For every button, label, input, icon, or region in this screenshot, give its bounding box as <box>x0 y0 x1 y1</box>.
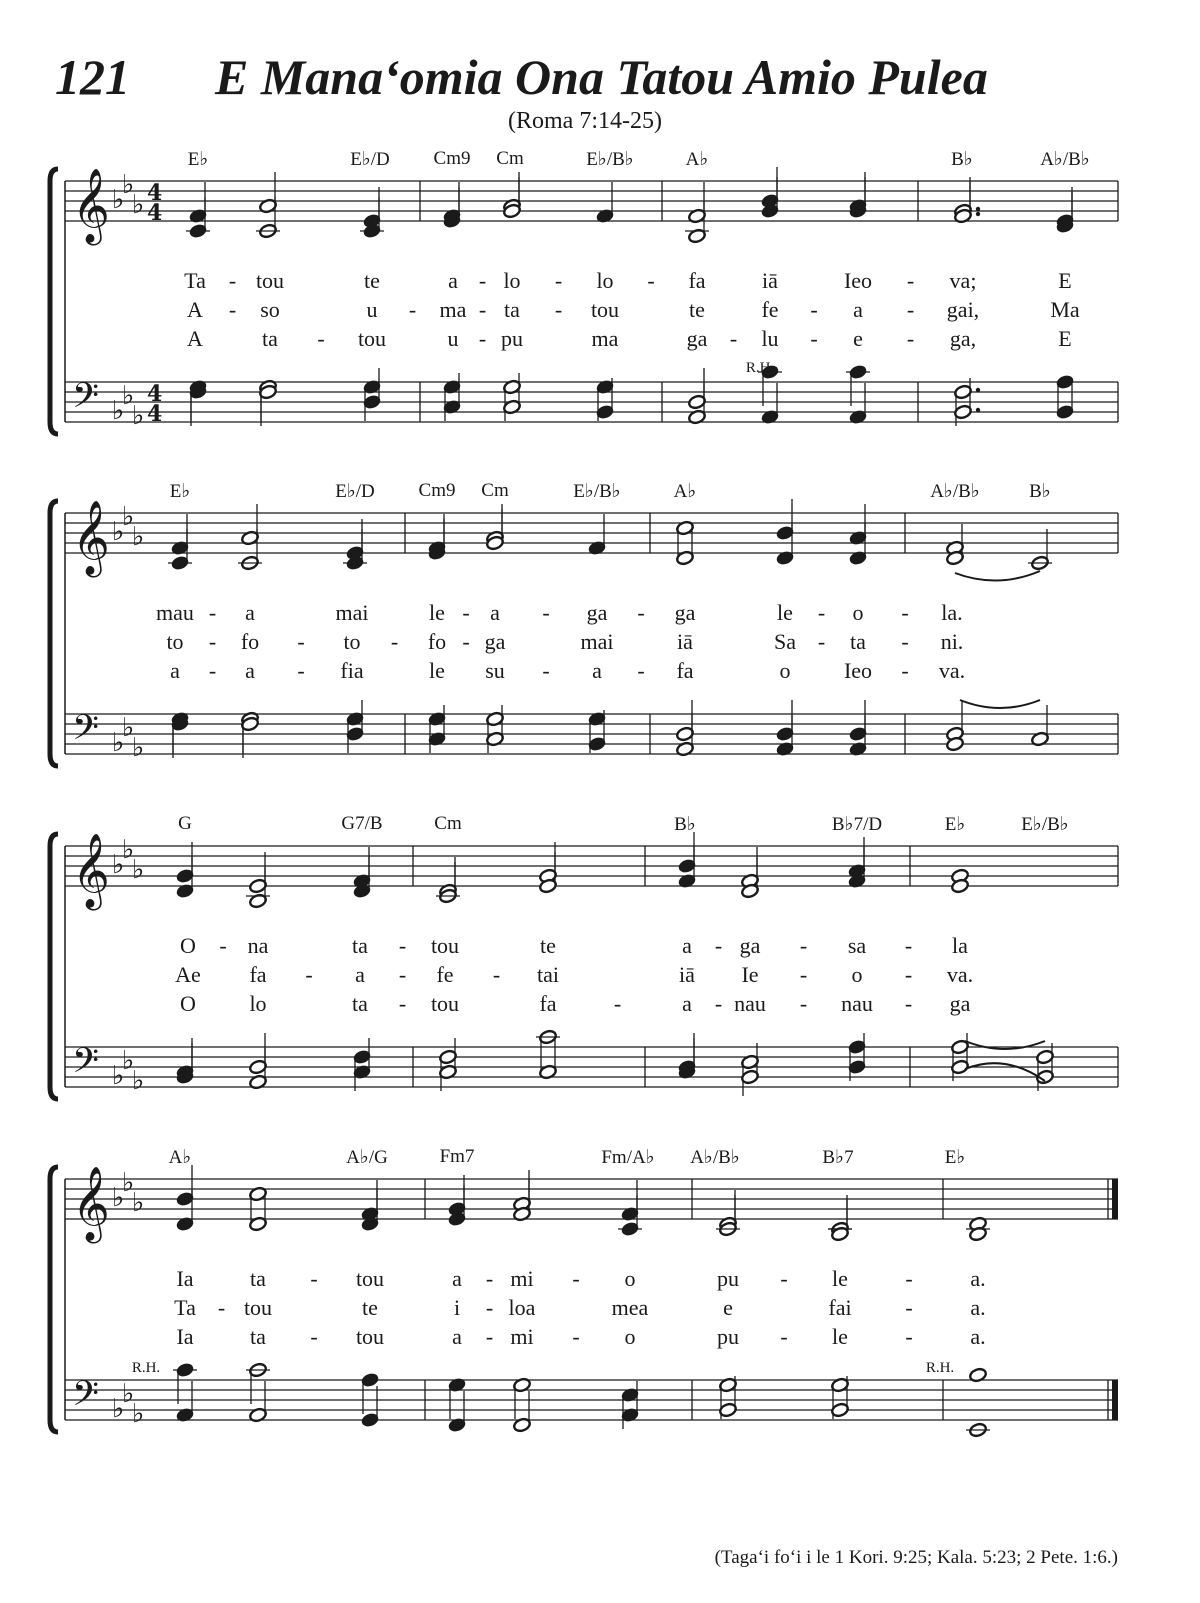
verse-1-syllable: tou <box>355 1266 385 1291</box>
chord-symbol: B♭7/D <box>831 814 883 835</box>
treble-clef-icon: 𝄞 <box>72 1167 110 1241</box>
augmentation-dot <box>976 408 980 412</box>
treble-clef-icon: 𝄞 <box>72 501 110 575</box>
hymn-title: E Mana‘omia Ona Tatou Amio Pulea <box>215 49 988 105</box>
verse-3-syllable: a <box>170 658 180 683</box>
verse-2-syllable: i <box>453 1295 461 1320</box>
verse-2-syllable: iā <box>679 962 695 987</box>
verse-2-syllable: tou <box>243 1295 273 1320</box>
treble-clef-icon: 𝄞 <box>72 834 110 908</box>
chord-symbol: E♭ <box>944 814 966 835</box>
verse-2-syllable: Ae <box>175 962 201 987</box>
verse-3-syllable: Ieo <box>843 658 873 683</box>
verse-2-syllable: fa <box>249 962 267 987</box>
verse-2-syllable: ni. <box>940 629 964 654</box>
verse-3-syllable: ga <box>949 991 971 1016</box>
lyric-hyphen: - <box>542 658 550 683</box>
scripture-reference: (Roma 7:14-25) <box>508 108 662 134</box>
verse-3-syllable: O <box>180 991 196 1016</box>
right-hand-mark: R.H. <box>745 360 775 376</box>
lyric-hyphen: - <box>904 962 913 987</box>
key-flat-icon: ♭ <box>112 850 125 880</box>
lyric-hyphen: - <box>478 268 487 293</box>
music-system <box>0 1148 1200 1468</box>
verse-1-syllable: iā <box>762 268 778 293</box>
lyric-hyphen: - <box>637 658 645 683</box>
lyric-hyphen: - <box>492 962 501 987</box>
chord-symbol: E♭/D <box>350 149 390 170</box>
verse-3-syllable: fia <box>340 658 364 683</box>
verse-1-syllable: ga <box>586 600 608 625</box>
verse-3-syllable: A <box>187 326 203 351</box>
verse-1-syllable: va; <box>949 268 977 293</box>
lyric-hyphen: - <box>904 933 913 958</box>
right-hand-mark: R.H. <box>131 1360 161 1376</box>
augmentation-dot <box>976 207 980 211</box>
verse-2-syllable: fo <box>427 629 447 654</box>
key-flat-icon: ♭ <box>132 1188 145 1218</box>
chord-symbol: A♭/B♭ <box>1040 149 1090 170</box>
key-flat-icon: ♭ <box>132 190 145 220</box>
verse-2-syllable: ma <box>439 297 467 322</box>
lyric-hyphen: - <box>906 297 915 322</box>
lyric-hyphen: - <box>554 268 563 293</box>
chord-symbol: A♭/B♭ <box>690 1147 740 1168</box>
key-flat-icon: ♭ <box>132 1066 145 1096</box>
lyric-hyphen: - <box>799 962 808 987</box>
lyric-hyphen: - <box>478 326 487 351</box>
key-flat-icon: ♭ <box>122 835 135 865</box>
chord-symbol: A♭ <box>685 149 709 170</box>
key-flat-icon: ♭ <box>122 1046 135 1076</box>
verse-3-syllable: fa <box>539 991 557 1016</box>
verse-1-syllable: a <box>452 1266 462 1291</box>
verse-1-syllable: lo <box>503 268 521 293</box>
verse-3-syllable: tou <box>355 1324 385 1349</box>
lyric-hyphen: - <box>572 1266 580 1291</box>
time-signature-top: 4 <box>147 180 163 206</box>
verse-2-syllable: fo <box>240 629 260 654</box>
verse-1-syllable: a. <box>970 1266 986 1291</box>
verse-3-syllable: lu <box>761 326 779 351</box>
key-flat-icon: ♭ <box>122 1168 135 1198</box>
verse-3-syllable: tou <box>357 326 387 351</box>
chord-symbol: Cm <box>481 480 509 501</box>
chord-symbol: Cm9 <box>433 148 471 169</box>
verse-3-syllable: ta <box>352 991 368 1016</box>
verse-1-syllable: a <box>245 600 255 625</box>
verse-3-syllable: va. <box>938 658 966 683</box>
lyric-hyphen: - <box>729 326 738 351</box>
verse-3-syllable: ma <box>591 326 619 351</box>
verse-2-syllable: fai <box>828 1295 852 1320</box>
lyric-hyphen: - <box>817 629 826 654</box>
verse-2-syllable: A <box>187 297 203 322</box>
verse-2-syllable: to <box>343 629 361 654</box>
lyric-hyphen: - <box>780 1266 788 1291</box>
chord-symbol: E♭/B♭ <box>573 481 621 502</box>
lyric-hyphen: - <box>208 600 217 625</box>
lyric-hyphen: - <box>542 600 550 625</box>
lyric-hyphen: - <box>799 991 808 1016</box>
footer-reference: (Taga‘i fo‘i i le 1 Kori. 9:25; Kala. 5:23; 2 Pete. 1:6.) <box>714 1547 1118 1568</box>
verse-2-syllable: Sa <box>774 629 796 654</box>
verse-2-syllable: fe <box>761 297 779 322</box>
verse-2-syllable: ta <box>504 297 520 322</box>
lyric-hyphen: - <box>462 600 470 625</box>
verse-1-syllable: Ia <box>176 1266 194 1291</box>
lyric-hyphen: - <box>485 1295 494 1320</box>
verse-2-syllable: so <box>260 297 280 322</box>
system-bracket <box>50 169 58 434</box>
verse-1-syllable: te <box>540 933 556 958</box>
key-flat-icon: ♭ <box>132 401 145 431</box>
bass-clef-icon: 𝄢 <box>72 707 100 756</box>
key-flat-icon: ♭ <box>112 517 125 547</box>
lyric-hyphen: - <box>208 629 217 654</box>
verse-2-syllable: a <box>355 962 365 987</box>
lyric-hyphen: - <box>398 991 407 1016</box>
verse-3-syllable: pu <box>501 326 523 351</box>
tie-curve <box>955 571 1040 581</box>
key-flat-icon: ♭ <box>112 396 125 426</box>
chord-symbol: Cm <box>434 813 462 834</box>
lyric-hyphen: - <box>478 297 487 322</box>
key-flat-icon: ♭ <box>122 381 135 411</box>
tie-curve <box>965 1041 1045 1049</box>
chord-symbol: E♭/B♭ <box>586 149 634 170</box>
verse-3-syllable: ta <box>250 1324 266 1349</box>
verse-3-syllable: a <box>682 991 692 1016</box>
verse-2-syllable: to <box>166 629 184 654</box>
system-bracket <box>50 834 58 1099</box>
verse-2-syllable: gai, <box>946 297 980 322</box>
augmentation-dot <box>976 212 980 216</box>
key-flat-icon: ♭ <box>132 855 145 885</box>
time-signature-top: 4 <box>147 381 163 407</box>
lyric-hyphen: - <box>901 629 909 654</box>
chord-symbol: Cm9 <box>418 480 456 501</box>
verse-3-syllable: le <box>832 1324 848 1349</box>
chord-symbol: B♭7 <box>822 1147 854 1168</box>
lyric-hyphen: - <box>817 600 826 625</box>
verse-2-syllable: fe <box>436 962 454 987</box>
system-bracket <box>50 1167 58 1432</box>
verse-3-syllable: ta <box>262 326 278 351</box>
right-hand-mark: R.H. <box>925 1360 955 1376</box>
verse-3-syllable: E <box>1058 326 1072 351</box>
verse-2-syllable: mai <box>580 629 614 654</box>
verse-1-syllable: Ta <box>184 268 206 293</box>
verse-3-syllable: nau <box>734 991 766 1016</box>
lyric-hyphen: - <box>217 1295 226 1320</box>
verse-1-syllable: ta <box>250 1266 266 1291</box>
lyric-hyphen: - <box>780 1324 788 1349</box>
lyric-hyphen: - <box>390 629 399 654</box>
lyric-hyphen: - <box>901 658 909 683</box>
verse-1-syllable: a <box>448 268 458 293</box>
key-flat-icon: ♭ <box>112 728 125 758</box>
verse-1-syllable: le <box>429 600 445 625</box>
verse-1-syllable: Ieo <box>843 268 873 293</box>
verse-2-syllable: a <box>853 297 863 322</box>
music-system <box>0 150 1200 470</box>
verse-2-syllable: te <box>362 1295 378 1320</box>
lyric-hyphen: - <box>297 658 305 683</box>
lyric-hyphen: - <box>905 1266 913 1291</box>
verse-1-syllable: o <box>624 1266 636 1291</box>
key-flat-icon: ♭ <box>132 1399 145 1429</box>
verse-1-syllable: a <box>490 600 500 625</box>
verse-2-syllable: o <box>851 962 863 987</box>
chord-symbol: A♭/B♭ <box>930 481 980 502</box>
lyric-hyphen: - <box>906 326 915 351</box>
chord-symbol: Fm/A♭ <box>601 1147 655 1168</box>
verse-3-syllable: ga, <box>949 326 977 351</box>
chord-symbol: B♭ <box>674 814 696 835</box>
key-flat-icon: ♭ <box>112 185 125 215</box>
verse-3-syllable: lo <box>249 991 267 1016</box>
verse-2-syllable: iā <box>677 629 693 654</box>
chord-symbol: E♭ <box>169 481 191 502</box>
chord-symbol: G <box>178 813 192 834</box>
verse-2-syllable: va. <box>946 962 974 987</box>
lyric-hyphen: - <box>906 268 915 293</box>
lyric-hyphen: - <box>904 991 913 1016</box>
verse-3-syllable: fa <box>676 658 694 683</box>
verse-2-syllable: mea <box>611 1295 649 1320</box>
lyric-hyphen: - <box>810 326 818 351</box>
key-flat-icon: ♭ <box>132 733 145 763</box>
verse-3-syllable: a <box>452 1324 462 1349</box>
lyric-hyphen: - <box>398 962 407 987</box>
verse-2-syllable: Ma <box>1050 297 1080 322</box>
time-signature-bottom: 4 <box>147 200 163 226</box>
verse-1-syllable: ga <box>739 933 761 958</box>
lyric-hyphen: - <box>408 297 417 322</box>
chord-symbol: E♭/B♭ <box>1021 814 1069 835</box>
chord-symbol: G7/B <box>341 813 383 834</box>
lyric-hyphen: - <box>317 326 325 351</box>
lyric-hyphen: - <box>901 600 909 625</box>
verse-1-syllable: le <box>832 1266 848 1291</box>
lyric-hyphen: - <box>637 600 645 625</box>
lyric-hyphen: - <box>228 297 237 322</box>
bass-clef-icon: 𝄢 <box>72 1040 100 1089</box>
verse-3-syllable: o <box>624 1324 636 1349</box>
verse-2-syllable: loa <box>508 1295 536 1320</box>
lyric-hyphen: - <box>485 1266 494 1291</box>
chord-symbol: B♭ <box>951 149 973 170</box>
verse-3-syllable: Ia <box>176 1324 194 1349</box>
chord-symbol: A♭ <box>673 481 697 502</box>
lyric-hyphen: - <box>714 991 723 1016</box>
hymn-number: 121 <box>55 49 130 105</box>
chord-symbol: E♭ <box>187 149 209 170</box>
verse-1-syllable: te <box>364 268 380 293</box>
verse-1-syllable: mi <box>510 1266 534 1291</box>
verse-3-syllable: mi <box>510 1324 534 1349</box>
verse-1-syllable: ga <box>674 600 696 625</box>
lyric-hyphen: - <box>310 1266 318 1291</box>
lyric-hyphen: - <box>305 962 313 987</box>
verse-3-syllable: ga <box>686 326 708 351</box>
verse-1-syllable: tou <box>255 268 285 293</box>
chord-symbol: E♭/D <box>335 481 375 502</box>
lyric-hyphen: - <box>714 933 723 958</box>
verse-1-syllable: la. <box>941 600 963 625</box>
verse-1-syllable: na <box>247 933 269 958</box>
key-flat-icon: ♭ <box>122 713 135 743</box>
bass-clef-icon: 𝄢 <box>72 375 100 424</box>
verse-2-syllable: Ie <box>741 962 759 987</box>
verse-2-syllable: tou <box>590 297 620 322</box>
lyric-hyphen: - <box>799 933 808 958</box>
lyric-hyphen: - <box>219 933 227 958</box>
time-signature-bottom: 4 <box>147 401 163 427</box>
verse-1-syllable: lo <box>596 268 614 293</box>
lyric-hyphen: - <box>554 297 563 322</box>
final-barline-thick <box>1112 1179 1118 1219</box>
lyric-hyphen: - <box>297 629 305 654</box>
key-flat-icon: ♭ <box>112 1394 125 1424</box>
final-barline-thick <box>1112 1380 1118 1420</box>
system-bracket <box>50 501 58 766</box>
verse-3-syllable: o <box>779 658 791 683</box>
lyric-hyphen: - <box>462 629 470 654</box>
chord-symbol: Cm <box>496 148 524 169</box>
lyric-hyphen: - <box>208 658 217 683</box>
verse-2-syllable: te <box>689 297 705 322</box>
verse-2-syllable: Ta <box>174 1295 196 1320</box>
lyric-hyphen: - <box>647 268 655 293</box>
tie-curve <box>965 1063 1045 1081</box>
treble-clef-icon: 𝄞 <box>72 169 110 243</box>
verse-1-syllable: ta <box>352 933 368 958</box>
verse-1-syllable: pu <box>717 1266 739 1291</box>
music-system <box>0 482 1200 802</box>
key-flat-icon: ♭ <box>132 522 145 552</box>
verse-2-syllable: ta <box>850 629 866 654</box>
chord-symbol: E♭ <box>944 1147 966 1168</box>
key-flat-icon: ♭ <box>122 1379 135 1409</box>
verse-2-syllable: u <box>366 297 378 322</box>
verse-3-syllable: tou <box>430 991 460 1016</box>
verse-1-syllable: fa <box>688 268 706 293</box>
music-system <box>0 815 1200 1135</box>
chord-symbol: A♭/G <box>346 1147 388 1168</box>
verse-1-syllable: la <box>952 933 968 958</box>
lyric-hyphen: - <box>905 1295 913 1320</box>
lyric-hyphen: - <box>810 297 818 322</box>
verse-2-syllable: ga <box>484 629 506 654</box>
verse-2-syllable: tai <box>537 962 559 987</box>
lyric-hyphen: - <box>228 268 237 293</box>
verse-1-syllable: sa <box>847 933 867 958</box>
tie-curve <box>960 700 1040 708</box>
chord-symbol: B♭ <box>1029 481 1051 502</box>
verse-1-syllable: o <box>852 600 864 625</box>
chord-symbol: Fm7 <box>439 1146 475 1167</box>
verse-2-syllable: e <box>723 1295 733 1320</box>
augmentation-dot <box>976 388 980 392</box>
verse-1-syllable: le <box>777 600 793 625</box>
verse-3-syllable: nau <box>841 991 873 1016</box>
verse-3-syllable: pu <box>717 1324 739 1349</box>
verse-1-syllable: O <box>180 933 196 958</box>
verse-3-syllable: e <box>853 326 863 351</box>
lyric-hyphen: - <box>485 1324 494 1349</box>
verse-1-syllable: a <box>682 933 692 958</box>
bass-clef-icon: 𝄢 <box>72 1373 100 1422</box>
lyric-hyphen: - <box>572 1324 580 1349</box>
verse-3-syllable: a <box>245 658 255 683</box>
lyric-hyphen: - <box>398 933 407 958</box>
verse-3-syllable: a <box>592 658 602 683</box>
verse-1-syllable: E <box>1058 268 1072 293</box>
verse-1-syllable: tou <box>430 933 460 958</box>
verse-2-syllable: a. <box>970 1295 986 1320</box>
key-flat-icon: ♭ <box>112 1061 125 1091</box>
chord-symbol: A♭ <box>168 1147 192 1168</box>
verse-1-syllable: mai <box>335 600 369 625</box>
lyric-hyphen: - <box>613 991 622 1016</box>
verse-1-syllable: mau <box>156 600 194 625</box>
verse-3-syllable: su <box>485 658 505 683</box>
key-flat-icon: ♭ <box>122 502 135 532</box>
verse-3-syllable: a. <box>970 1324 986 1349</box>
lyric-hyphen: - <box>310 1324 318 1349</box>
key-flat-icon: ♭ <box>112 1183 125 1213</box>
verse-3-syllable: u <box>447 326 459 351</box>
lyric-hyphen: - <box>905 1324 913 1349</box>
key-flat-icon: ♭ <box>122 170 135 200</box>
verse-3-syllable: le <box>429 658 445 683</box>
